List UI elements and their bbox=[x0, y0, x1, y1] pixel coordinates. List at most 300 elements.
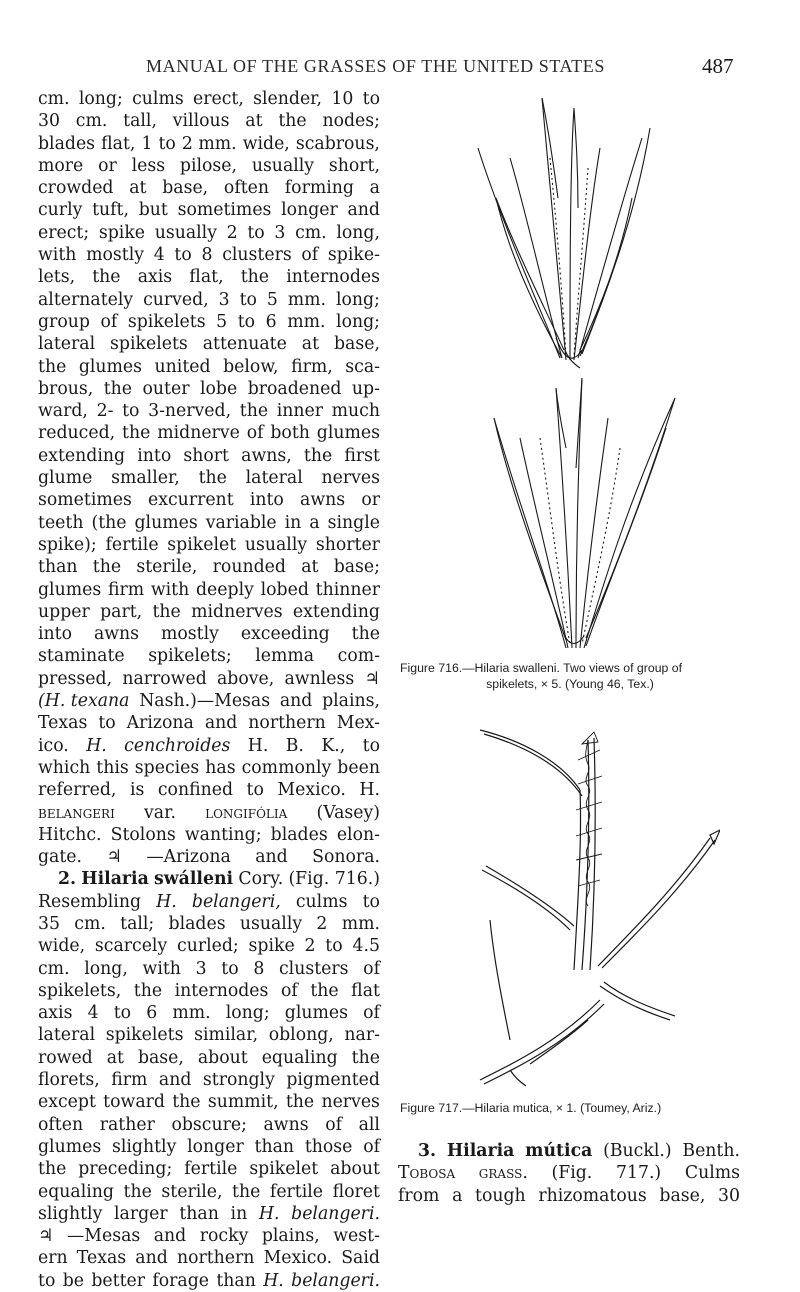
word: Texas bbox=[38, 713, 88, 734]
word: except bbox=[38, 1092, 96, 1113]
word: to bbox=[174, 245, 192, 266]
word: fertile bbox=[269, 1181, 324, 1202]
word: 10 bbox=[331, 89, 354, 109]
word: axis bbox=[137, 267, 173, 288]
word: the bbox=[38, 356, 67, 377]
word: a bbox=[309, 512, 320, 533]
word: of bbox=[325, 1114, 342, 1135]
word: of bbox=[280, 980, 298, 1001]
word: 2 bbox=[226, 222, 238, 243]
word: and bbox=[135, 1248, 168, 1269]
figure-716-illustration bbox=[470, 88, 690, 648]
word: those bbox=[304, 1136, 353, 1157]
word: wanting; bbox=[184, 824, 262, 845]
word: tough bbox=[475, 1185, 526, 1206]
word: erect, bbox=[193, 89, 244, 109]
word: 2 bbox=[304, 936, 316, 957]
word: alternately bbox=[38, 289, 134, 310]
word: summit, bbox=[207, 1092, 279, 1113]
word: up- bbox=[351, 378, 380, 399]
word: below, bbox=[223, 356, 279, 377]
text-line bbox=[38, 378, 380, 400]
word: the bbox=[38, 1159, 67, 1180]
word: to bbox=[38, 1270, 56, 1291]
word: long, bbox=[336, 222, 380, 243]
word: of bbox=[363, 1136, 380, 1157]
word: preceding; bbox=[78, 1159, 173, 1180]
text-line bbox=[38, 824, 380, 846]
word: midnerve bbox=[157, 423, 240, 444]
text-line bbox=[38, 422, 380, 444]
text-line bbox=[38, 1225, 380, 1247]
word: to bbox=[113, 1003, 132, 1024]
word: teeth bbox=[38, 512, 84, 533]
word: longer bbox=[187, 1136, 244, 1157]
text-line bbox=[38, 735, 380, 757]
word: Mexico. bbox=[277, 780, 346, 801]
text-line bbox=[38, 199, 380, 221]
word: var. bbox=[144, 802, 176, 823]
word: short bbox=[183, 445, 229, 466]
word: internodes bbox=[286, 267, 380, 288]
word: base, bbox=[137, 1047, 184, 1068]
text-line bbox=[38, 958, 380, 980]
text-line bbox=[38, 512, 380, 534]
word: curved, bbox=[143, 289, 209, 310]
word: scabrous, bbox=[295, 133, 380, 154]
word: mm. bbox=[341, 913, 380, 934]
word: and bbox=[255, 847, 288, 868]
text-line bbox=[38, 579, 380, 601]
word: Hilaria bbox=[81, 869, 149, 890]
word: base, bbox=[333, 334, 380, 355]
word: outer bbox=[142, 378, 190, 399]
word: (the bbox=[91, 512, 127, 533]
word: slightly bbox=[111, 1136, 177, 1157]
word: the bbox=[351, 624, 380, 645]
text-line bbox=[38, 1024, 380, 1046]
word: to bbox=[362, 735, 380, 756]
word: in bbox=[284, 512, 302, 533]
word: culms bbox=[132, 89, 184, 109]
word: sca- bbox=[345, 356, 380, 377]
word: 4 bbox=[153, 245, 165, 266]
text-line bbox=[38, 356, 380, 378]
word: equaling bbox=[261, 1047, 338, 1068]
word: northern bbox=[248, 713, 326, 734]
word: spikelets, bbox=[38, 980, 122, 1001]
word: and bbox=[153, 1226, 187, 1247]
word: scarcely bbox=[94, 936, 168, 957]
word: northern bbox=[176, 1248, 255, 1269]
word: to bbox=[362, 89, 380, 109]
word: wide, bbox=[38, 936, 86, 957]
word: the bbox=[310, 980, 339, 1001]
word: spike bbox=[248, 936, 295, 957]
text-line bbox=[38, 623, 380, 645]
word: curly bbox=[38, 200, 83, 221]
word: spikelets bbox=[110, 334, 188, 355]
word: 30 bbox=[718, 1185, 740, 1206]
word: rhizomatous bbox=[538, 1185, 647, 1206]
word: long; bbox=[335, 289, 380, 310]
word: sometimes bbox=[177, 200, 272, 221]
word: attenuate bbox=[202, 334, 287, 355]
word: nodes; bbox=[322, 111, 380, 132]
word: to bbox=[239, 289, 257, 310]
word: Sonora. bbox=[312, 847, 380, 868]
word: midnerves bbox=[191, 601, 283, 622]
word: to bbox=[221, 958, 239, 979]
word: firm, bbox=[291, 356, 333, 377]
word: to bbox=[237, 311, 256, 332]
figure-717-caption: Figure 717.—Hilaria mutica, × 1. (Toumey, Ariz.) bbox=[400, 1101, 662, 1115]
word: at bbox=[245, 111, 263, 132]
word: 3 bbox=[274, 222, 286, 243]
word: pilose, bbox=[179, 155, 237, 176]
word: clusters bbox=[278, 958, 349, 979]
text-line bbox=[38, 289, 380, 311]
word: mostly bbox=[86, 245, 145, 266]
word: longer bbox=[281, 200, 338, 221]
word: short, bbox=[328, 155, 380, 176]
word: —Arizona bbox=[146, 847, 231, 868]
word: or bbox=[361, 490, 380, 511]
word: 3. bbox=[418, 1141, 437, 1161]
word: of bbox=[246, 423, 264, 444]
word: glumes bbox=[38, 1136, 102, 1157]
word: than bbox=[179, 1203, 219, 1224]
word: reduced, bbox=[38, 423, 116, 444]
word: Nash.)—Mesas bbox=[139, 691, 271, 712]
word: in bbox=[230, 1203, 248, 1224]
word: lets, bbox=[38, 267, 76, 288]
text-line bbox=[38, 400, 380, 422]
word: lateral bbox=[38, 1025, 96, 1046]
word: (H. texana bbox=[38, 691, 130, 712]
word: brous, bbox=[38, 378, 94, 399]
word: the bbox=[239, 401, 269, 422]
word: the bbox=[92, 267, 121, 288]
word: species bbox=[134, 757, 200, 778]
word: ward, bbox=[38, 401, 88, 422]
word: 717.) bbox=[615, 1163, 662, 1184]
word: similar, bbox=[194, 1025, 259, 1046]
word: rocky bbox=[199, 1226, 249, 1247]
word: 1 bbox=[141, 133, 153, 154]
text-line bbox=[38, 1002, 380, 1024]
word: rowed bbox=[38, 1047, 93, 1068]
word: smaller, bbox=[111, 468, 180, 489]
word: first bbox=[344, 445, 380, 466]
word: the bbox=[232, 1181, 261, 1202]
word: about bbox=[330, 1159, 380, 1180]
word: villous bbox=[172, 111, 230, 132]
word: upper bbox=[38, 601, 90, 622]
word: flat, bbox=[101, 133, 136, 154]
word: with bbox=[150, 579, 190, 600]
word: which bbox=[38, 757, 91, 778]
word: referred, bbox=[38, 780, 117, 801]
word: Arizona bbox=[126, 713, 194, 734]
figure-716-caption bbox=[400, 660, 740, 692]
figure-716-caption-line2: spikelets, × 5. (Young 46, Tex.) bbox=[486, 677, 654, 691]
word: firm bbox=[107, 579, 145, 600]
text-line bbox=[38, 467, 380, 489]
word: be bbox=[62, 1270, 84, 1291]
word: awns bbox=[300, 490, 346, 511]
word: variable bbox=[205, 512, 277, 533]
word: curled; bbox=[177, 936, 239, 957]
word: awns bbox=[93, 624, 140, 645]
word: wide, bbox=[242, 133, 290, 154]
word: Resembling bbox=[38, 891, 142, 912]
left-text-column bbox=[38, 88, 380, 1292]
word: glumes bbox=[38, 579, 102, 600]
word: the bbox=[92, 557, 122, 578]
word: B. bbox=[285, 735, 304, 756]
word: long, bbox=[84, 958, 128, 979]
text-line bbox=[38, 1270, 380, 1292]
word: fertile bbox=[105, 534, 159, 555]
text-line bbox=[38, 935, 380, 957]
word: narrowed bbox=[122, 668, 207, 689]
text-line bbox=[38, 311, 380, 333]
word: ♃ bbox=[364, 668, 380, 689]
word: crowded bbox=[38, 178, 114, 199]
text-line bbox=[38, 489, 380, 511]
word: lateral bbox=[38, 334, 96, 355]
word: Cory. bbox=[238, 869, 284, 890]
text-line bbox=[38, 601, 380, 623]
word: sometimes bbox=[38, 490, 132, 511]
text-line bbox=[38, 668, 380, 690]
word: gate. bbox=[38, 847, 83, 868]
word: 3 bbox=[218, 289, 230, 310]
word: toward bbox=[103, 1092, 165, 1113]
text-line bbox=[38, 690, 380, 712]
running-title: MANUAL OF THE GRASSES OF THE UNITED STATES bbox=[146, 56, 605, 76]
text-line bbox=[38, 980, 380, 1002]
word: long; bbox=[78, 89, 123, 109]
word: 4 bbox=[87, 1003, 99, 1024]
text-line bbox=[38, 1047, 380, 1069]
word: part, bbox=[100, 601, 143, 622]
word: elon- bbox=[336, 824, 380, 845]
word: extending bbox=[292, 601, 380, 622]
word: 30 bbox=[38, 111, 60, 132]
word: H. bbox=[86, 735, 107, 756]
word: the bbox=[303, 445, 333, 466]
text-line bbox=[38, 1158, 380, 1180]
word: rounded bbox=[212, 557, 286, 578]
text-line bbox=[38, 779, 380, 801]
word: usually bbox=[251, 155, 315, 176]
word: with bbox=[38, 245, 77, 266]
word: floret bbox=[332, 1181, 380, 1202]
figure-717-illustration bbox=[470, 720, 720, 1090]
word: from bbox=[398, 1185, 440, 1206]
word: flat bbox=[351, 980, 380, 1001]
text-line bbox=[38, 913, 380, 935]
page-number: 487 bbox=[702, 54, 734, 78]
word: rather bbox=[99, 1114, 155, 1135]
word: thinner bbox=[315, 579, 380, 600]
word: 8 bbox=[201, 245, 213, 266]
text-line bbox=[38, 333, 380, 355]
word: sterile, bbox=[136, 557, 198, 578]
word: (Buckl.) bbox=[603, 1141, 672, 1161]
word: with bbox=[142, 958, 181, 979]
word: equaling bbox=[38, 1181, 114, 1202]
word: Mex- bbox=[336, 713, 380, 734]
word: cenchroides bbox=[124, 735, 231, 756]
word: (Vasey) bbox=[316, 802, 380, 823]
word: spike bbox=[98, 222, 146, 243]
text-line bbox=[38, 846, 380, 868]
text-line bbox=[38, 266, 380, 288]
word: to bbox=[122, 401, 140, 422]
word: Tobosa bbox=[398, 1163, 456, 1184]
word: usually bbox=[244, 534, 308, 555]
word: and bbox=[347, 200, 380, 221]
word: to bbox=[246, 780, 264, 801]
word: 2 bbox=[316, 913, 328, 934]
text-line bbox=[38, 757, 380, 779]
text-line bbox=[38, 645, 380, 667]
right-text-column bbox=[398, 1140, 740, 1207]
word: the bbox=[278, 111, 307, 132]
text-line bbox=[38, 1181, 380, 1203]
word: of bbox=[363, 958, 380, 979]
word: all bbox=[358, 1114, 380, 1135]
word: spikelets bbox=[105, 1025, 184, 1046]
word: lobe bbox=[199, 378, 238, 399]
word: slender, bbox=[253, 89, 323, 109]
word: pressed, bbox=[38, 668, 113, 689]
text-line bbox=[38, 534, 380, 556]
word: west- bbox=[333, 1226, 380, 1247]
text-line bbox=[38, 868, 380, 890]
word: mm. bbox=[287, 311, 326, 332]
word: grass. bbox=[478, 1163, 528, 1184]
word: 35 bbox=[38, 913, 60, 934]
word: base, bbox=[162, 178, 209, 199]
word: forage bbox=[152, 1270, 210, 1291]
text-line bbox=[38, 1091, 380, 1113]
word: above, bbox=[217, 668, 275, 689]
word: spike- bbox=[327, 245, 380, 266]
word: 8 bbox=[253, 958, 265, 979]
word: excurrent bbox=[148, 490, 234, 511]
word: Culms bbox=[684, 1163, 740, 1184]
text-line bbox=[398, 1140, 740, 1162]
word: been bbox=[337, 757, 380, 778]
word: broadened bbox=[247, 378, 342, 399]
word: spike); bbox=[38, 534, 97, 555]
word: belangeri. bbox=[291, 1203, 380, 1224]
word: at bbox=[301, 557, 319, 578]
word: or bbox=[98, 155, 117, 176]
word: commonly bbox=[241, 757, 332, 778]
word: into bbox=[249, 490, 284, 511]
word: obscure; bbox=[171, 1114, 247, 1135]
word: 4.5 bbox=[352, 936, 380, 957]
word: plains, bbox=[322, 691, 380, 712]
word: 6 bbox=[146, 1003, 158, 1024]
word: oblong, bbox=[268, 1025, 334, 1046]
word: a bbox=[452, 1185, 463, 1206]
word: Stolons bbox=[110, 824, 176, 845]
word: tall, bbox=[123, 111, 157, 132]
word: 3-nerved, bbox=[148, 401, 232, 422]
word: cm. bbox=[38, 958, 70, 979]
text-line bbox=[38, 712, 380, 734]
word: glume bbox=[38, 468, 93, 489]
text-line bbox=[398, 1162, 740, 1184]
word: is bbox=[129, 780, 145, 801]
word: spikelets; bbox=[148, 646, 232, 667]
word: 2. bbox=[58, 869, 77, 890]
word: axis bbox=[38, 1003, 73, 1024]
word: belangeri, bbox=[191, 891, 281, 912]
text-line bbox=[38, 110, 380, 132]
word: long; bbox=[336, 311, 380, 332]
word: glumes bbox=[316, 423, 380, 444]
word: at bbox=[301, 334, 320, 355]
word: deeply bbox=[196, 579, 254, 600]
word: awnless bbox=[284, 668, 355, 689]
word: exceeding bbox=[240, 624, 330, 645]
word: usually bbox=[239, 913, 303, 934]
text-line bbox=[38, 802, 380, 824]
word: plains, bbox=[261, 1226, 320, 1247]
word: of bbox=[100, 311, 118, 332]
word: longifólia bbox=[205, 802, 288, 823]
word: than bbox=[254, 1136, 295, 1157]
text-line bbox=[38, 1136, 380, 1158]
word: and bbox=[158, 1070, 192, 1091]
word: nerves bbox=[321, 468, 380, 489]
word: confined bbox=[157, 780, 234, 801]
word: 2 mm. bbox=[181, 133, 237, 154]
word: to bbox=[247, 222, 265, 243]
word: cm. bbox=[75, 111, 108, 132]
word: staminate bbox=[38, 646, 125, 667]
figure-716-caption-line1: Figure 716.—Hilaria swalleni. Two views of group of bbox=[400, 661, 683, 675]
word: cm. bbox=[295, 222, 327, 243]
word: lobed bbox=[260, 579, 309, 600]
text-line bbox=[38, 155, 380, 177]
word: H. bbox=[247, 735, 269, 756]
word: a bbox=[369, 178, 380, 199]
word: than bbox=[38, 557, 78, 578]
text-line bbox=[38, 1247, 380, 1269]
word: swálleni bbox=[154, 869, 234, 890]
word: clusters bbox=[222, 245, 292, 266]
word: than bbox=[216, 1270, 256, 1291]
word: lemma bbox=[255, 646, 315, 667]
word: extending bbox=[38, 445, 126, 466]
word: to bbox=[325, 936, 343, 957]
word: com- bbox=[337, 646, 380, 667]
word: the bbox=[133, 980, 163, 1001]
word: the bbox=[285, 1092, 315, 1113]
word: ♃ bbox=[106, 847, 122, 868]
word: slightly bbox=[38, 1203, 103, 1224]
word: spikelet bbox=[249, 1159, 319, 1180]
word: glumes bbox=[134, 512, 198, 533]
